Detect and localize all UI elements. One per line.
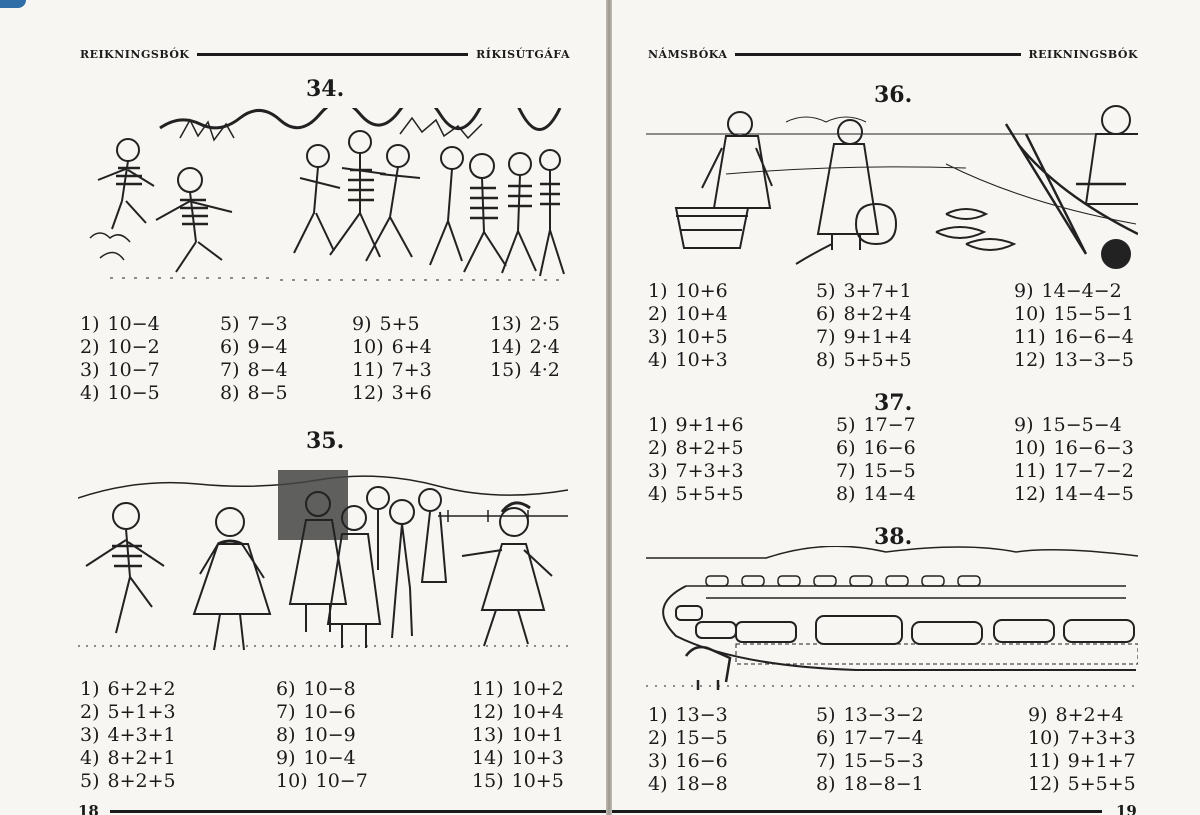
exercise-item: 5 ) 13−3−2 (816, 704, 1028, 727)
page-number: 18 (78, 802, 99, 815)
exercise-item: 2 ) 10−2 (80, 336, 220, 359)
section-title-37: 37. (874, 390, 913, 416)
exercise-item: 12 ) 13−3−5 (1014, 349, 1144, 372)
exercise-item: 8 ) 5+5+5 (816, 349, 1014, 372)
exercise-item: 10 ) 10−7 (276, 770, 472, 793)
exercise-item: 11 ) 10+2 (472, 678, 582, 701)
page-number: 19 (1116, 802, 1137, 815)
right-running-header (648, 48, 1138, 61)
exercise-list-35 (80, 678, 582, 793)
cars-road-illustration (646, 546, 1138, 696)
exercise-item: 12 ) 14−4−5 (1014, 483, 1144, 506)
children-running-illustration (80, 108, 570, 294)
exercise-item: 5 ) 3+7+1 (816, 280, 1014, 303)
exercise-item: 10 ) 7+3+3 (1028, 727, 1148, 750)
exercise-item: 4 ) 18−8 (648, 773, 816, 796)
footer-rule (612, 810, 1102, 813)
exercise-item: 2 ) 10+4 (648, 303, 816, 326)
exercise-item: 1 ) 10−4 (80, 313, 220, 336)
exercise-item: 1 ) 6+2+2 (80, 678, 276, 701)
exercise-item: 8 ) 14−4 (836, 483, 1014, 506)
right-header-right-text: REIKNINGSBÓK (1028, 48, 1138, 61)
exercise-item: 1 ) 10+6 (648, 280, 816, 303)
exercise-item: 7 ) 9+1+4 (816, 326, 1014, 349)
header-rule (735, 53, 1020, 56)
section-title-34: 34. (306, 76, 345, 102)
exercise-item: 9 ) 5+5 (352, 313, 490, 336)
exercise-item: 4 ) 8+2+1 (80, 747, 276, 770)
exercise-item: 3 ) 10+5 (648, 326, 816, 349)
exercise-item: 11 ) 9+1+7 (1028, 750, 1148, 773)
right-header-left-text: NÁMSBÓKA (648, 48, 728, 61)
exercise-item: 4 ) 5+5+5 (648, 483, 836, 506)
exercise-item: 13 ) 2·5 (490, 313, 570, 336)
exercise-item: 14 ) 10+3 (472, 747, 582, 770)
exercise-item: 9 ) 10−4 (276, 747, 472, 770)
exercise-list-37 (648, 414, 1144, 506)
exercise-item: 4 ) 10−5 (80, 382, 220, 405)
exercise-item: 6 ) 10−8 (276, 678, 472, 701)
exercise-item: 12 ) 10+4 (472, 701, 582, 724)
exercise-item: 9 ) 14−4−2 (1014, 280, 1144, 303)
exercise-list-34 (80, 313, 570, 405)
exercise-item: 11 ) 7+3 (352, 359, 490, 382)
exercise-item: 7 ) 15−5 (836, 460, 1014, 483)
exercise-item: 6 ) 8+2+4 (816, 303, 1014, 326)
section-title-36: 36. (874, 82, 913, 108)
exercise-item: 3 ) 10−7 (80, 359, 220, 382)
exercise-item: 6 ) 17−7−4 (816, 727, 1028, 750)
exercise-item: 3 ) 16−6 (648, 750, 816, 773)
exercise-item: 9 ) 15−5−4 (1014, 414, 1144, 437)
exercise-item: 4 ) 10+3 (648, 349, 816, 372)
header-rule (197, 53, 468, 56)
exercise-item: 1 ) 13−3 (648, 704, 816, 727)
exercise-item: 7 ) 10−6 (276, 701, 472, 724)
exercise-item: 13 ) 10+1 (472, 724, 582, 747)
children-playing-illustration (78, 460, 570, 660)
exercise-item: 1 ) 9+1+6 (648, 414, 836, 437)
left-header-right-text: RÍKISÚTGÁFA (476, 48, 570, 61)
exercise-item: 3 ) 7+3+3 (648, 460, 836, 483)
exercise-item: 10 ) 16−6−3 (1014, 437, 1144, 460)
footer-rule (110, 810, 606, 813)
exercise-item: 12 ) 3+6 (352, 382, 490, 405)
exercise-item: 2 ) 5+1+3 (80, 701, 276, 724)
left-header-left-text: REIKNINGSBÓK (80, 48, 190, 61)
fishing-shore-illustration (646, 104, 1138, 274)
right-page (612, 0, 1200, 815)
exercise-item: 15 ) 4·2 (490, 359, 570, 382)
exercise-item: 5 ) 8+2+5 (80, 770, 276, 793)
exercise-item: 10 ) 6+4 (352, 336, 490, 359)
exercise-item: 8 ) 8−5 (220, 382, 352, 405)
exercise-item: 9 ) 8+2+4 (1028, 704, 1148, 727)
corner-mark (0, 0, 26, 8)
exercise-item: 5 ) 17−7 (836, 414, 1014, 437)
exercise-item: 15 ) 10+5 (472, 770, 582, 793)
left-running-header (80, 48, 570, 61)
exercise-item: 11 ) 16−6−4 (1014, 326, 1144, 349)
exercise-item: 8 ) 18−8−1 (816, 773, 1028, 796)
exercise-item: 14 ) 2·4 (490, 336, 570, 359)
section-title-38: 38. (874, 524, 913, 550)
exercise-item: 11 ) 17−7−2 (1014, 460, 1144, 483)
exercise-item: 10 ) 15−5−1 (1014, 303, 1144, 326)
exercise-item: 5 ) 7−3 (220, 313, 352, 336)
exercise-item: 2 ) 8+2+5 (648, 437, 836, 460)
exercise-item: 12 ) 5+5+5 (1028, 773, 1148, 796)
exercise-list-38 (648, 704, 1148, 796)
exercise-item: 7 ) 15−5−3 (816, 750, 1028, 773)
exercise-item: 6 ) 9−4 (220, 336, 352, 359)
exercise-item: 3 ) 4+3+1 (80, 724, 276, 747)
exercise-item: 7 ) 8−4 (220, 359, 352, 382)
exercise-item: 2 ) 15−5 (648, 727, 816, 750)
exercise-item: 8 ) 10−9 (276, 724, 472, 747)
exercise-item: 6 ) 16−6 (836, 437, 1014, 460)
section-title-35: 35. (306, 428, 345, 454)
exercise-list-36 (648, 280, 1144, 372)
